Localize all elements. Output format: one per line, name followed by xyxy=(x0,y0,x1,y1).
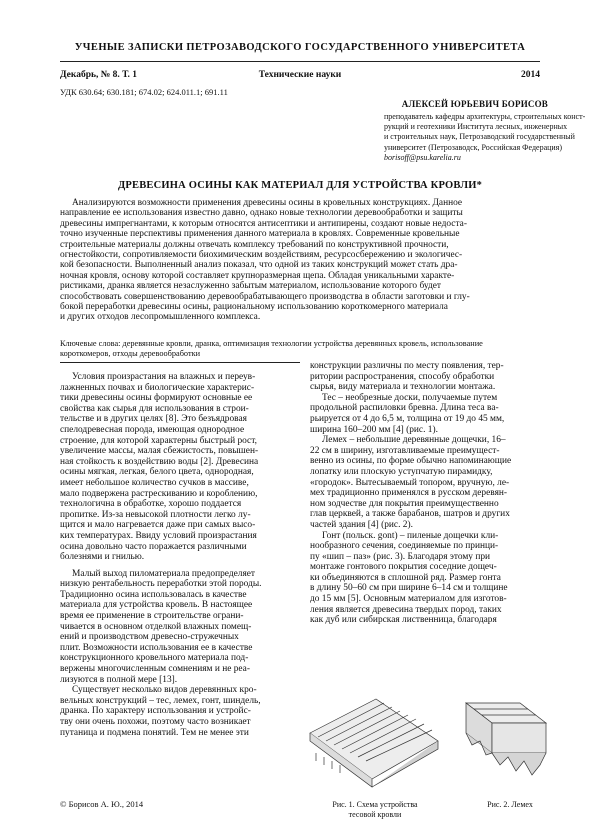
abstract-line: кой безопасности. Выполненный анализ показал, что одной из таких конструкций может стать дра- xyxy=(60,260,458,271)
affiliation-line: преподаватель кафедры архитектуры, строительных конст- xyxy=(384,112,586,121)
author-email[interactable]: borisoff@psu.karelia.ru xyxy=(384,152,461,162)
abstract xyxy=(60,198,546,323)
body-line: «городок». Вытесываемый топором, вручную, ле- xyxy=(310,477,510,488)
body-line: дранка. По характеру использования и устройс- xyxy=(60,706,251,717)
abstract-line: Анализируются возможности применения древесины осины в кровельных конструкциях. Данное xyxy=(72,198,463,208)
body-line: Существует несколько видов деревянных кро- xyxy=(72,685,257,696)
keywords xyxy=(60,339,546,358)
body-line: чивается в основном отделкой влажных помещ- xyxy=(60,621,252,632)
abstract-line: древесины импрегнантами, к которым относятся антисептики и антипирены, создают новые недоста- xyxy=(60,218,467,229)
body-line: мало подвержена растрескиванию и короблению, xyxy=(60,488,258,499)
body-line: плит. Возможности использования ее в качестве xyxy=(60,642,253,653)
affiliation-line: университет (Петрозаводск, Российская Федерация) xyxy=(384,142,563,152)
abstract-line: и других отходов лесопромышленного комплекса. xyxy=(60,312,261,323)
abstract-line: ристиками, дранка является незаслуженно забытым материалом, использование которого будет xyxy=(60,281,441,292)
body-line: тву они очень похожи, поэтому часто возникает xyxy=(60,717,251,727)
abstract-line: точно изученные перспективы применения данного материала в кровлях. Современные кровельные xyxy=(60,229,460,240)
udk: УДК 630.64; 630.181; 674.02; 624.011.1; 691.11 xyxy=(60,87,228,97)
figure-2-caption: Рис. 2. Лемех xyxy=(487,800,533,809)
abstract-line: огнестойкости, сопротивляемости биохимическим воздействиям, ресурсосбережению и экологичес- xyxy=(60,250,463,261)
body-line: мех традиционно применялся в русском деревян- xyxy=(310,488,508,499)
body-line: до 15 мм [5]. Основным материалом для изготов- xyxy=(310,594,507,605)
body-column-left xyxy=(60,372,298,738)
body-line: вержены многочисленным сомнениям и не реа- xyxy=(60,664,250,675)
body-column-right xyxy=(310,361,548,626)
body-line: пу «шип – паз» (рис. 3). Благодаря этому при xyxy=(310,551,491,562)
author-affiliation xyxy=(384,112,586,163)
figure-1-plank-roof-illustration xyxy=(306,693,446,797)
body-line: глав церквей, а также барабанов, шатров и других xyxy=(310,509,510,520)
abstract-line: направление ее использования известно давно, однако новые технологии деревообработки и защиты xyxy=(60,208,463,219)
abstract-line: бокой переработки древесины осины, рациональному использованию короткомерного материала xyxy=(60,302,448,313)
body-line: пропитке. Из-за невысокой плотности легко лу- xyxy=(60,509,251,520)
abstract-line: ночная кровля, основу которой составляет крупноразмерная щепа. Обладая уникальными характе- xyxy=(60,270,455,281)
body-line: монтаже гонтового покрытия соседние дощеч- xyxy=(310,562,497,573)
body-line: осины мягкая, легкая, белого цвета, однородная, xyxy=(60,467,254,478)
body-line: имеет небольшое количество сучков в массиве, xyxy=(60,477,249,488)
body-line: увеличение массы, малая сбежистость, повышен- xyxy=(60,446,259,457)
body-line: ная стойкость к воздействию воды [2]. Древесина xyxy=(60,456,259,467)
body-line: строение, для которой характерны быстрый рост, xyxy=(60,435,257,446)
journal-name: УЧЕНЫЕ ЗАПИСКИ ПЕТРОЗАВОДСКОГО ГОСУДАРСТВЕННОГО УНИВЕРСИТЕТА xyxy=(74,42,526,53)
body-line: ритории распространения, способу обработки xyxy=(310,371,495,382)
body-line: лопатку или плоскую уступчатую пирамидку, xyxy=(310,466,493,477)
body-line: в длину 50–60 см при ширине 6–14 см и толщине xyxy=(310,583,508,594)
body-line: Традиционно осина использовалась в качестве xyxy=(60,589,247,600)
body-line: лажненных почвах и биологические характерис- xyxy=(60,382,255,393)
body-line: ки объединяются в сплошной ряд. Размер гонта xyxy=(310,572,501,583)
abstract-line: способствовать совершенствованию деревообрабатывающего производства в области заготовки и глу- xyxy=(60,291,470,302)
header-rule xyxy=(60,61,540,62)
author-name: АЛЕКСЕЙ ЮРЬЕВИЧ БОРИСОВ xyxy=(401,99,548,109)
copyright: © Борисов А. Ю., 2014 xyxy=(60,799,144,809)
caption-line: тесовой кровли xyxy=(348,809,402,819)
body-line: конструкционного кровельного материала под- xyxy=(60,653,249,664)
body-line: путаница и подмена понятий. Тем не менее эти xyxy=(60,727,249,738)
body-line: материала для устройства кровель. В настоящее xyxy=(60,600,253,611)
body-line: венно из осины, по форме обычно напоминающие xyxy=(310,456,512,467)
body-line: ких температурах. Ввиду условий произрастания xyxy=(60,530,257,541)
abstract-line: строительные материалы должны отвечать комплексу требований по конструктивной прочности, xyxy=(60,239,449,250)
body-line: вельных конструкций – тес, лемех, гонт, шиндель, xyxy=(60,695,261,706)
body-line: технологична в обработке, хорошо поддается xyxy=(60,499,242,510)
body-line: тики древесины осины формируют основные ее xyxy=(60,393,253,404)
caption-line: Рис. 1. Схема устройства xyxy=(332,800,418,809)
body-line: частей здания [4] (рис. 2). xyxy=(310,519,413,530)
issue: Декабрь, № 8. Т. 1 xyxy=(60,70,138,80)
keywords-line: Ключевые слова: деревянные кровли, дранка, оптимизация технологии устройства деревянных кровель, использование xyxy=(60,339,483,348)
body-line: спелодревесная порода, имеющая однородное xyxy=(60,424,245,435)
article-title: ДРЕВЕСИНА ОСИНЫ КАК МАТЕРИАЛ ДЛЯ УСТРОЙСТВА КРОВЛИ* xyxy=(117,180,483,191)
body-line: ления является древесина твердых пород, таких xyxy=(310,604,502,615)
keywords-line: короткомеров, отходы деревообработки xyxy=(60,348,201,358)
body-line: Малый выход пиломатериала предопределяет xyxy=(72,568,256,579)
body-line: лизуются в полной мере [13]. xyxy=(60,674,178,685)
body-line: продольной распиловки бревна. Длина теса ва- xyxy=(310,403,499,414)
section: Технические науки xyxy=(258,70,342,80)
body-line: 22 см в ширину, изготавливаемые преимущест- xyxy=(310,445,500,456)
year: 2014 xyxy=(521,70,540,80)
body-line: ений и производством древесно-стружечных xyxy=(60,632,239,643)
body-line: сырья, виду материала и технологии монтажа. xyxy=(310,382,496,393)
body-line: осина довольно часто поражается различными xyxy=(60,541,247,552)
body-line: Тес – необрезные доски, получаемые путем xyxy=(322,392,498,403)
affiliation-line: и строительных наук, Петрозаводский государственный xyxy=(384,132,575,142)
body-line: тельстве и в других целях [8]. Это безъядровая xyxy=(60,414,247,425)
body-line: ширина 160–200 мм [4] (рис. 1). xyxy=(310,424,438,435)
figure-2-shingle-illustration xyxy=(460,693,552,797)
figure-1-caption xyxy=(300,800,450,819)
body-line: время ее применение в строительстве ограни- xyxy=(60,611,244,622)
body-line: болезнями и гнилью. xyxy=(60,552,145,563)
affiliation-line: рукций и геотехники Института лесных, инженерных xyxy=(384,122,568,132)
body-line: как дуб или сибирская лиственница, благодаря xyxy=(310,615,497,626)
body-line: рьируется от 4 до 6,5 м, толщина от 19 до 45 мм, xyxy=(310,413,505,424)
body-line: свойства как сырья для использования в строи- xyxy=(60,403,249,414)
body-line: нообразного сечения, соединяемые по принци- xyxy=(310,541,499,552)
body-line: низкую рентабельность переработки этой породы. xyxy=(60,579,262,590)
body-line: щится и мало нагревается даже при самых высо- xyxy=(60,520,256,531)
keywords-rule xyxy=(60,362,300,363)
body-line: Лемех – небольшие деревянные дощечки, 16– xyxy=(322,435,506,446)
body-line: Условия произрастания на влажных и переув- xyxy=(72,372,256,382)
body-line: конструкции различны по месту появления, тер- xyxy=(310,361,504,371)
body-line: Гонт (польск. gont) – пиленые дощечки кли- xyxy=(322,530,499,541)
body-line: ном зодчестве для покрытия преимущественно xyxy=(310,498,499,509)
